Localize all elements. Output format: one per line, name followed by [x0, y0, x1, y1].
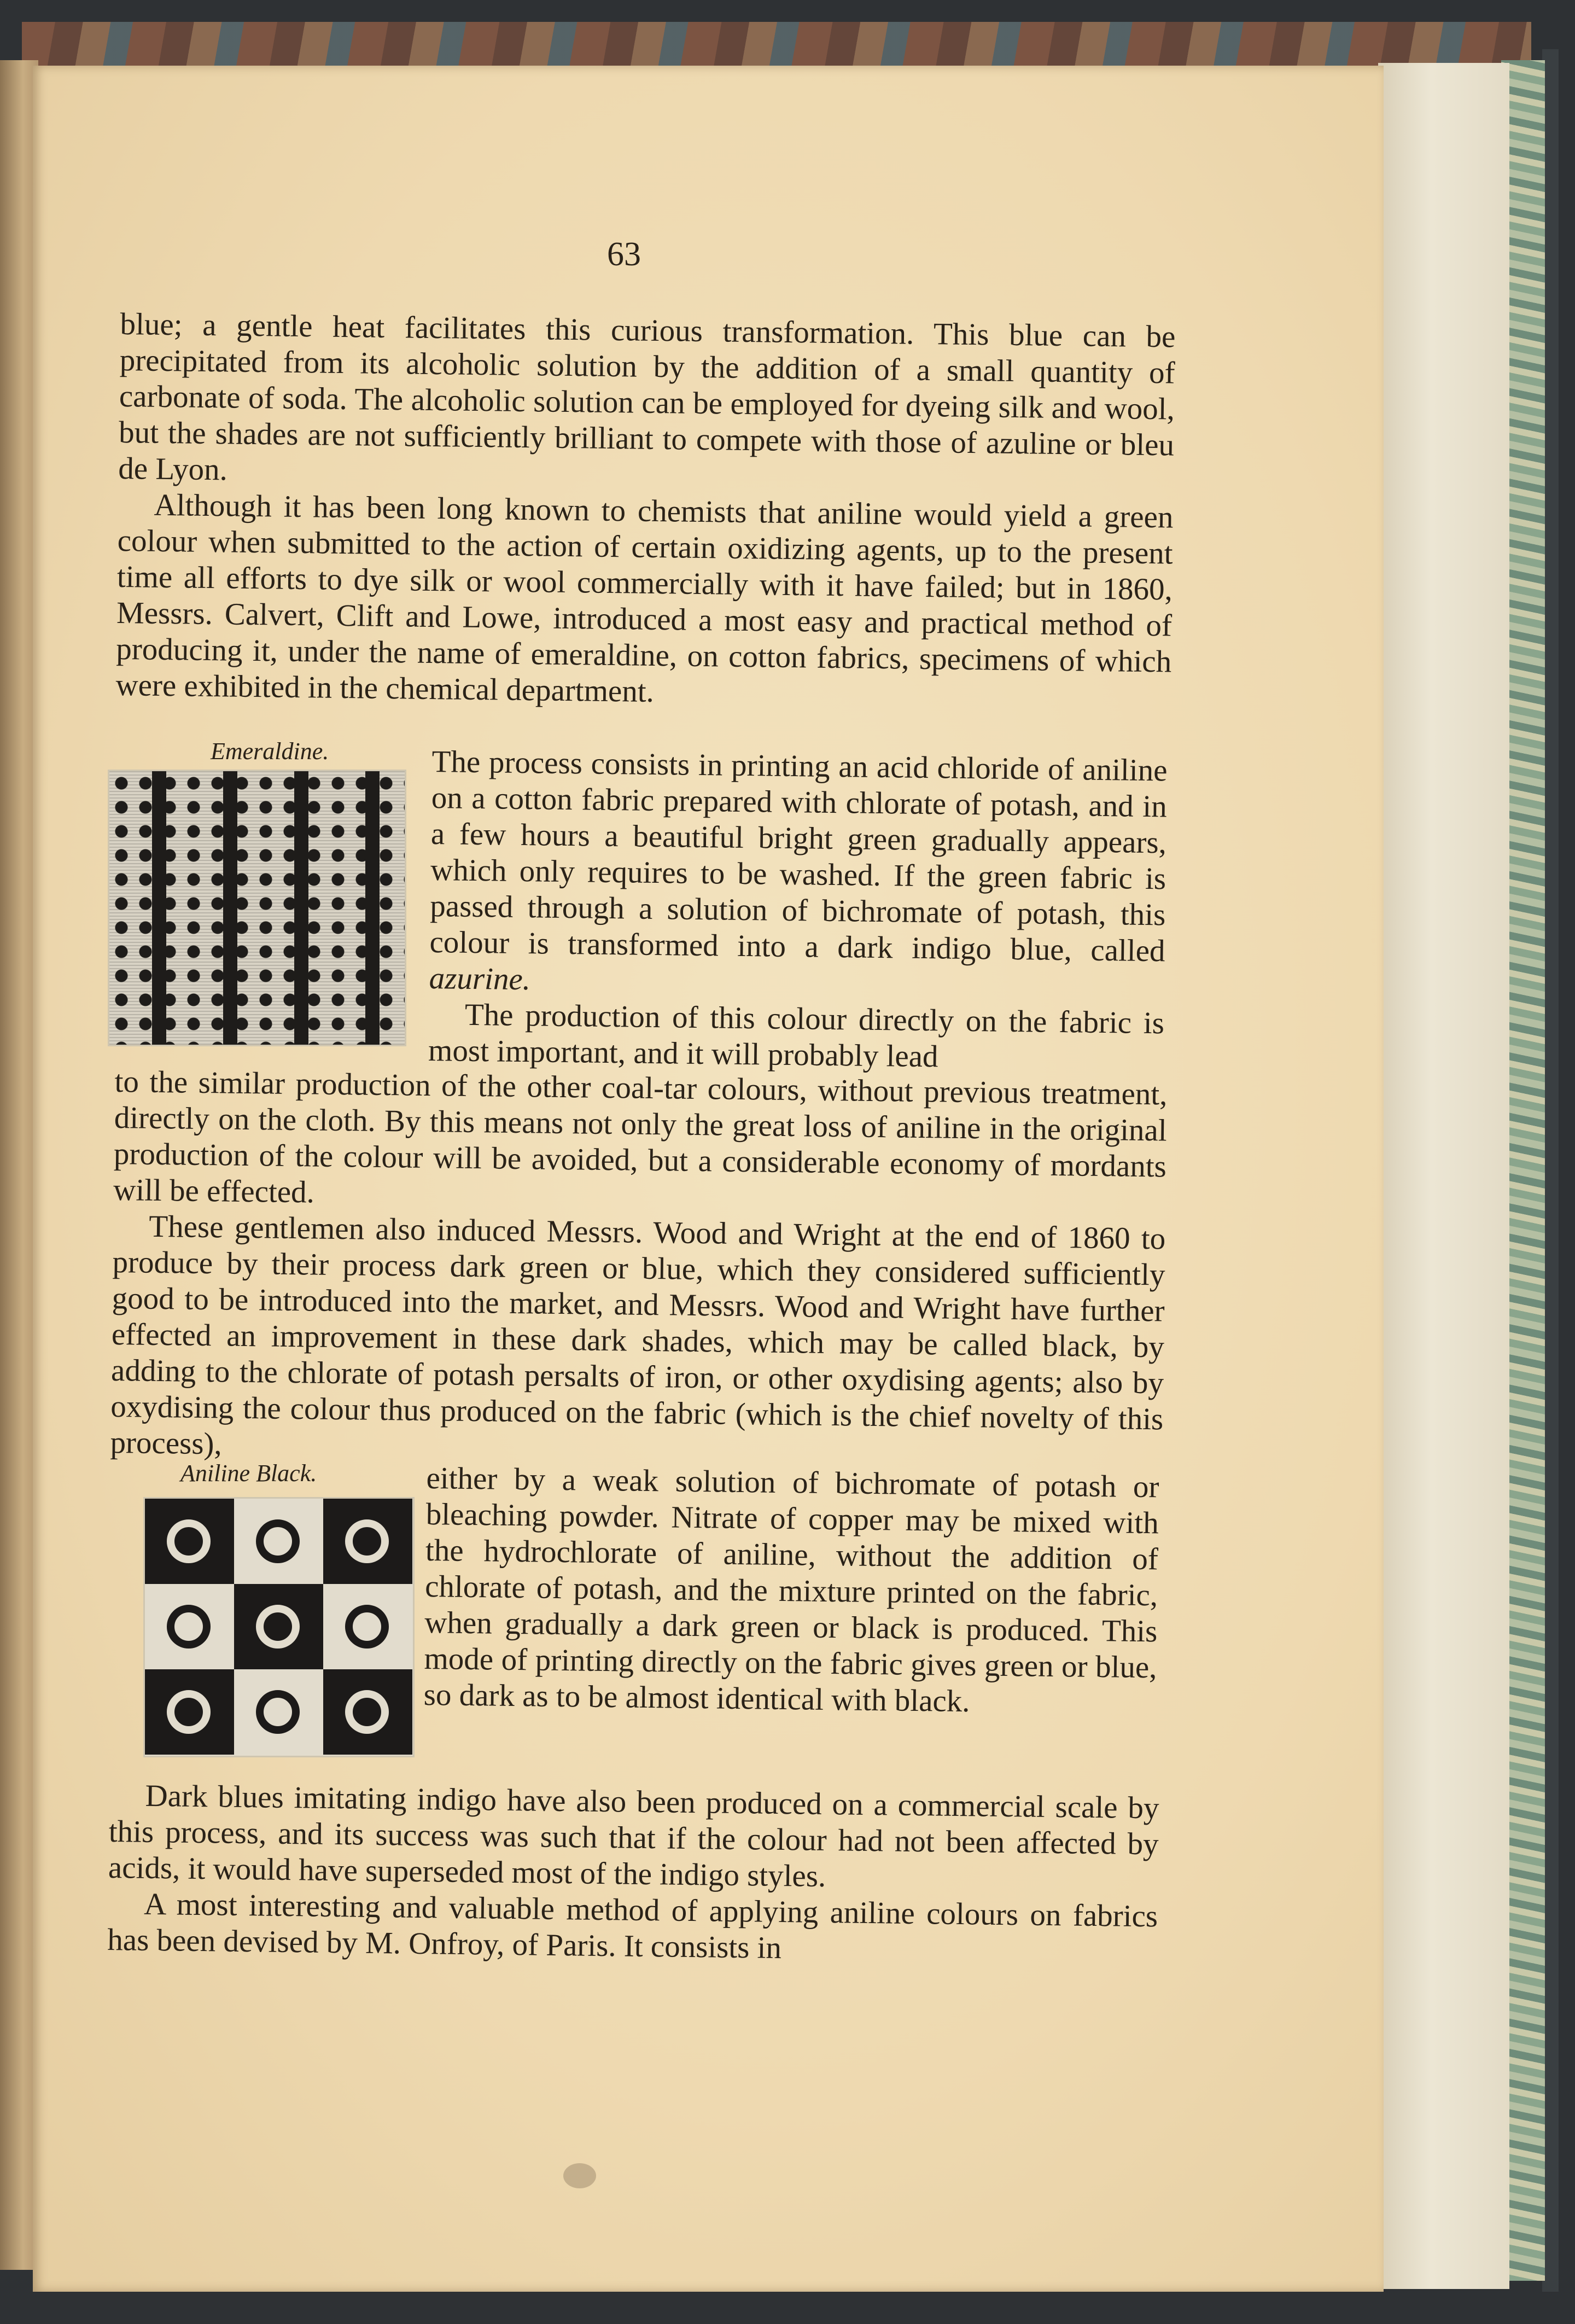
- paragraph: Dark blues imitating indigo have also been produced on a commercial scale by this process, and its success was such that if the colour had not been affected by acids, it would have superseded most of the indigo styles.: [108, 1778, 1159, 1894]
- page-number: 63: [607, 236, 641, 273]
- paragraph-text: The process consists in printing an acid chloride of aniline on a cotton fabric prepared with chlorate of potash, and in a few hours a beautiful bright green gradually appears, which only requires to be washed. If the green fabric is passed through a solution of bichromate of potash, this colour is transformed into a dark indigo blue, called: [429, 744, 1168, 969]
- page-stack-edge: [1378, 63, 1509, 2289]
- figure-caption-emeraldine: Emeraldine.: [211, 738, 329, 765]
- pattern-tile: [145, 1499, 234, 1584]
- paragraph: to the similar production of the other coal-tar colours, without previous treatment, directly on the cloth. By this means not only the great loss of aniline in the original production of the colour will be avoided, but a considerable economy of mordants will be effected.: [113, 1064, 1168, 1210]
- paragraph: A most interesting and valuable method of applying aniline colours on fabrics has been devised by M. Onfroy, of Paris. It consists in: [107, 1886, 1158, 1966]
- text-block-middle: [110, 1064, 1168, 1473]
- figure-caption-aniline-black: Aniline Black.: [180, 1460, 317, 1487]
- paper-stain: [563, 2163, 596, 2188]
- pattern-tile: [234, 1584, 323, 1669]
- italic-term: azurine.: [429, 960, 531, 997]
- pattern-tile: [323, 1669, 412, 1755]
- text-block-top: [115, 306, 1176, 717]
- text-block-bottom: [107, 1778, 1159, 1971]
- paragraph: These gentlemen also induced Messrs. Wood and Wright at the end of 1860 to produce by their process dark green or blue, which they considered sufficiently good to be introduced into the market, and Messrs. Wood and Wright have further effected an improvement in these dark shades, which may be called black, by adding to the chlorate of potash persalts of iron, or other oxydising agents; also by oxydising the colour thus produced on the fabric (which is the chief novelty of this process),: [110, 1209, 1166, 1461]
- text-beside-figure-1: [428, 744, 1168, 1077]
- pattern-tile: [145, 1669, 234, 1755]
- paragraph: The production of this colour directly on the fabric is most important, and it will probably lead: [428, 997, 1165, 1074]
- pattern-tile: [323, 1584, 412, 1669]
- paragraph: either by a weak solution of bichromate of potash or bleaching powder. Nitrate of copper may be mixed with the hydrochlorate of aniline, without the addition of chlorate of potash, and the mixture printed on the fabric, when gradually a dark green or black is produced. This mode of printing directly on the fabric gives green or blue, so dark as to be almost identical with black.: [423, 1461, 1159, 1719]
- paragraph: Although it has been long known to chemists that aniline would yield a green colour when submitted to the action of certain oxidizing agents, up to the present time all efforts to dye silk or wool commercially with it have failed; but in 1860, Messrs. Calvert, Clift and Lowe, introduced a most easy and practical method of producing it, under the name of emeraldine, on cotton fabrics, specimens of which were exhibited in the chemical department.: [115, 487, 1174, 709]
- pattern-tile: [323, 1499, 412, 1584]
- fabric-sample-aniline-black: [145, 1499, 413, 1756]
- pattern-tile: [234, 1669, 323, 1755]
- text-beside-figure-2: [423, 1460, 1159, 1722]
- paragraph: [429, 744, 1168, 1005]
- paragraph: blue; a gentle heat facilitates this curious transformation. This blue can be precipitated from its alcoholic solution by the addition of a small quantity of carbonate of soda. The alcoholic solution can be employed for dyeing silk and wool, but the shades are not sufficiently brilliant to compete with those of azuline or bleu de Lyon.: [118, 306, 1176, 487]
- pattern-tile: [234, 1499, 323, 1584]
- pattern-tile: [145, 1584, 234, 1669]
- fabric-sample-emeraldine: [109, 771, 405, 1045]
